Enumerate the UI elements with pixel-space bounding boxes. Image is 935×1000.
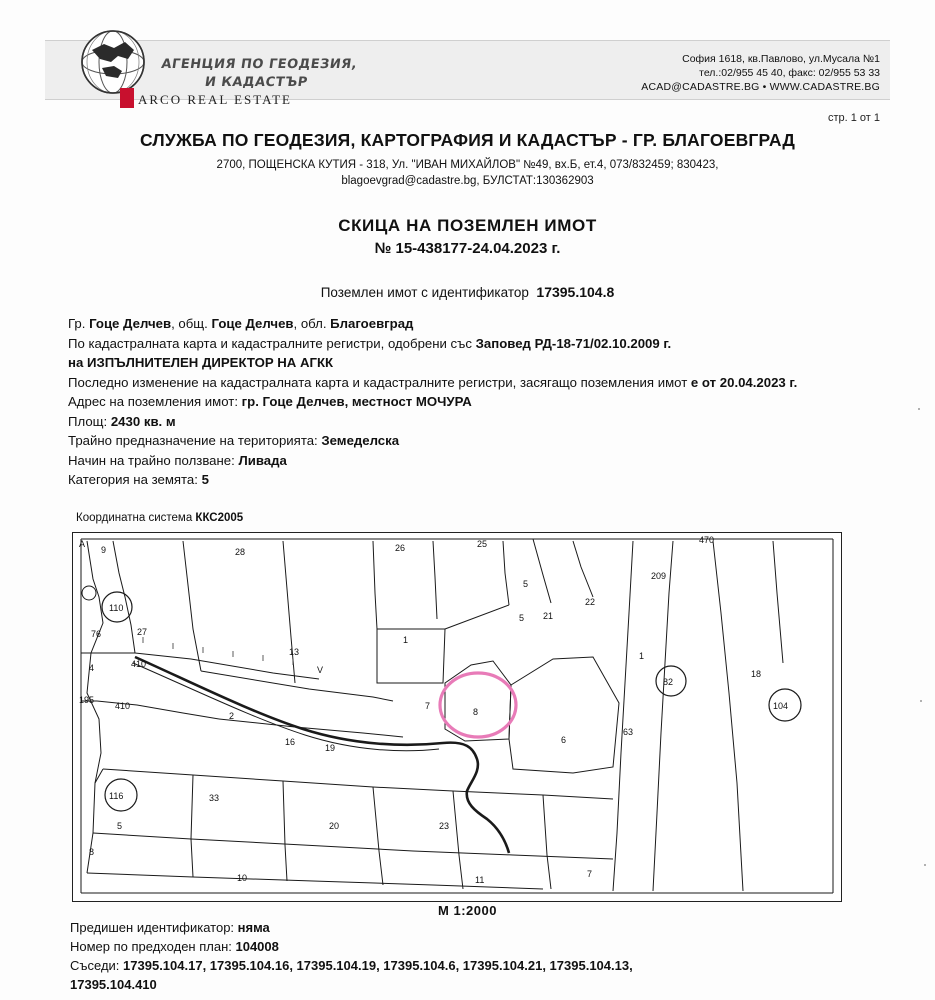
page-number: стр. 1 от 1: [827, 112, 880, 124]
category-label: Категория на земята:: [68, 472, 198, 487]
detail-address: [68, 392, 868, 412]
svg-text:13: 13: [289, 647, 300, 657]
svg-text:5: 5: [523, 579, 529, 589]
previous-identifier-label: Предишен идентификатор:: [70, 920, 235, 935]
neighbors-label: Съседи:: [70, 958, 120, 973]
svg-text:5: 5: [117, 821, 123, 831]
svg-text:209: 209: [651, 571, 667, 581]
order-value: Заповед РД-18-71/02.10.2009 г.: [475, 335, 672, 351]
brand-name: ARCO REAL ESTATE: [138, 92, 292, 107]
coordinate-system-label: Координатна система: [76, 512, 193, 524]
area-label: Площ:: [68, 413, 108, 429]
document-identifier: [0, 284, 935, 300]
highlight-marker: [440, 673, 516, 737]
scan-artifact-dot: [920, 700, 922, 702]
office-address-line2: blagoevgrad@cadastre.bg, БУЛСТАТ:130362903: [341, 175, 594, 187]
coordinate-system: [76, 512, 243, 524]
svg-text:11: 11: [475, 875, 485, 885]
purpose-value: Земеделска: [321, 433, 400, 448]
svg-text:20: 20: [329, 821, 340, 831]
svg-text:410: 410: [115, 701, 131, 711]
agency-globe-logo-icon: [78, 28, 148, 96]
svg-text:16: 16: [285, 737, 296, 747]
office-address: [0, 157, 935, 189]
region-label: , обл.: [293, 316, 327, 331]
svg-text:8: 8: [473, 707, 479, 717]
svg-text:8: 8: [89, 847, 95, 857]
svg-text:116: 116: [109, 791, 124, 801]
detail-category: [68, 470, 868, 490]
cadastral-map-svg: [73, 533, 841, 901]
use-label: Начин на трайно ползване:: [68, 452, 235, 468]
neighbors-value-2: 17395.104.410: [70, 977, 157, 992]
svg-text:33: 33: [209, 793, 220, 803]
property-details: [68, 314, 868, 490]
neighbors: [70, 956, 890, 975]
detail-use: [68, 451, 868, 471]
cadastral-map: [72, 532, 842, 902]
location-city: Гоце Делчев: [89, 316, 172, 331]
document-title: СКИЦА НА ПОЗЕМЛЕН ИМОТ: [338, 216, 597, 235]
svg-text:A: A: [79, 539, 86, 549]
identifier-label: Поземлен имот с идентификатор: [320, 285, 529, 300]
detail-last-change: [68, 373, 868, 393]
parcel-label-group: [79, 535, 788, 885]
contact-line1: София 1618, кв.Павлово, ул.Мусала №1: [682, 53, 880, 65]
address-label: Адрес на поземления имот:: [68, 394, 238, 409]
area-value: 2430 кв. м: [110, 413, 176, 429]
authority-value: на ИЗПЪЛНИТЕЛЕН ДИРЕКТОР НА АГКК: [68, 355, 334, 370]
agency-name: [157, 56, 422, 92]
address-value: гр. Гоце Делчев, местност МОЧУРА: [241, 394, 472, 409]
svg-text:110: 110: [109, 603, 124, 613]
category-value: 5: [201, 472, 209, 487]
svg-text:7: 7: [425, 701, 431, 711]
neighbors-value: 17395.104.17, 17395.104.16, 17395.104.19, 17395.104.6, 17395.104.21, 17395.104.13,: [123, 958, 633, 973]
svg-text:4: 4: [89, 663, 95, 673]
scan-artifact-dot: [918, 408, 920, 410]
detail-location: [68, 314, 868, 334]
svg-text:5: 5: [519, 613, 525, 623]
svg-text:76: 76: [91, 629, 102, 639]
neighbors-continued: [70, 975, 890, 994]
last-change-value: е от 20.04.2023 г.: [690, 374, 798, 390]
agency-name-line1: АГЕНЦИЯ ПО ГЕОДЕЗИЯ,: [160, 57, 359, 72]
svg-text:82: 82: [663, 677, 674, 687]
location-prefix: Гр.: [68, 316, 86, 331]
svg-text:410: 410: [131, 659, 147, 669]
svg-text:1: 1: [403, 635, 409, 645]
contact-line3: ACAD@CADASTRE.BG • WWW.CADASTRE.BG: [641, 81, 880, 93]
svg-text:28: 28: [235, 547, 246, 557]
brand-mark-icon: [120, 88, 134, 108]
municipality-value: Гоце Делчев: [211, 316, 294, 331]
svg-text:1: 1: [639, 651, 645, 661]
municipality-label: , общ.: [171, 316, 208, 331]
svg-text:22: 22: [585, 597, 596, 607]
svg-text:19: 19: [325, 743, 336, 753]
svg-text:9: 9: [101, 545, 107, 555]
agency-contact: [641, 52, 880, 94]
svg-text:26: 26: [395, 543, 406, 553]
document-number: № 15-438177-24.04.2023 г.: [374, 240, 561, 257]
svg-text:104: 104: [773, 701, 789, 711]
last-change-text: Последно изменение на кадастралната карта и кадастралните регистри, засягащо поземления имот: [68, 374, 688, 390]
previous-identifier: [70, 918, 890, 937]
previous-plan-value: 104008: [235, 939, 279, 954]
use-value: Ливада: [238, 452, 287, 468]
previous-plan-label: Номер по предходен план:: [70, 939, 232, 954]
office-address-line1: 2700, ПОЩЕНСКА КУТИЯ - 318, Ул. "ИВАН МИХАЙЛОВ" №49, вх.Б, ет.4, 073/832459; 830423,: [216, 159, 719, 171]
svg-text:7: 7: [587, 869, 593, 879]
previous-plan: [70, 937, 890, 956]
detail-area: [68, 412, 868, 432]
detail-order: [68, 334, 868, 354]
identifier-value: 17395.104.8: [536, 284, 615, 300]
svg-text:6: 6: [561, 735, 567, 745]
region-value: Благоевград: [330, 316, 414, 331]
svg-text:2: 2: [229, 711, 235, 721]
svg-text:V: V: [317, 665, 324, 675]
map-scale: М 1:2000: [438, 903, 497, 918]
order-text: По кадастралната карта и кадастралните регистри, одобрени със: [68, 335, 472, 351]
svg-text:18: 18: [751, 669, 762, 679]
office-title: СЛУЖБА ПО ГЕОДЕЗИЯ, КАРТОГРАФИЯ И КАДАСТЪР - ГР. БЛАГОЕВГРАД: [139, 130, 796, 150]
svg-text:63: 63: [623, 727, 634, 737]
detail-authority: [68, 353, 868, 373]
document-footer: [70, 918, 890, 994]
contact-line2: тел.:02/955 45 40, факс: 02/955 53 33: [699, 67, 880, 79]
svg-text:25: 25: [477, 539, 488, 549]
scan-artifact-dot: [924, 864, 926, 866]
svg-text:21: 21: [543, 611, 554, 621]
coordinate-system-value: ККС2005: [195, 512, 244, 524]
agency-name-line2: И КАДАСТЪР: [203, 75, 309, 90]
previous-identifier-value: няма: [237, 920, 270, 935]
svg-text:10: 10: [237, 873, 248, 883]
purpose-label: Трайно предназначение на територията:: [68, 433, 318, 448]
svg-text:23: 23: [439, 821, 450, 831]
svg-text:27: 27: [137, 627, 148, 637]
svg-text:470: 470: [699, 535, 715, 545]
svg-text:195: 195: [79, 695, 95, 705]
detail-purpose: [68, 431, 868, 451]
